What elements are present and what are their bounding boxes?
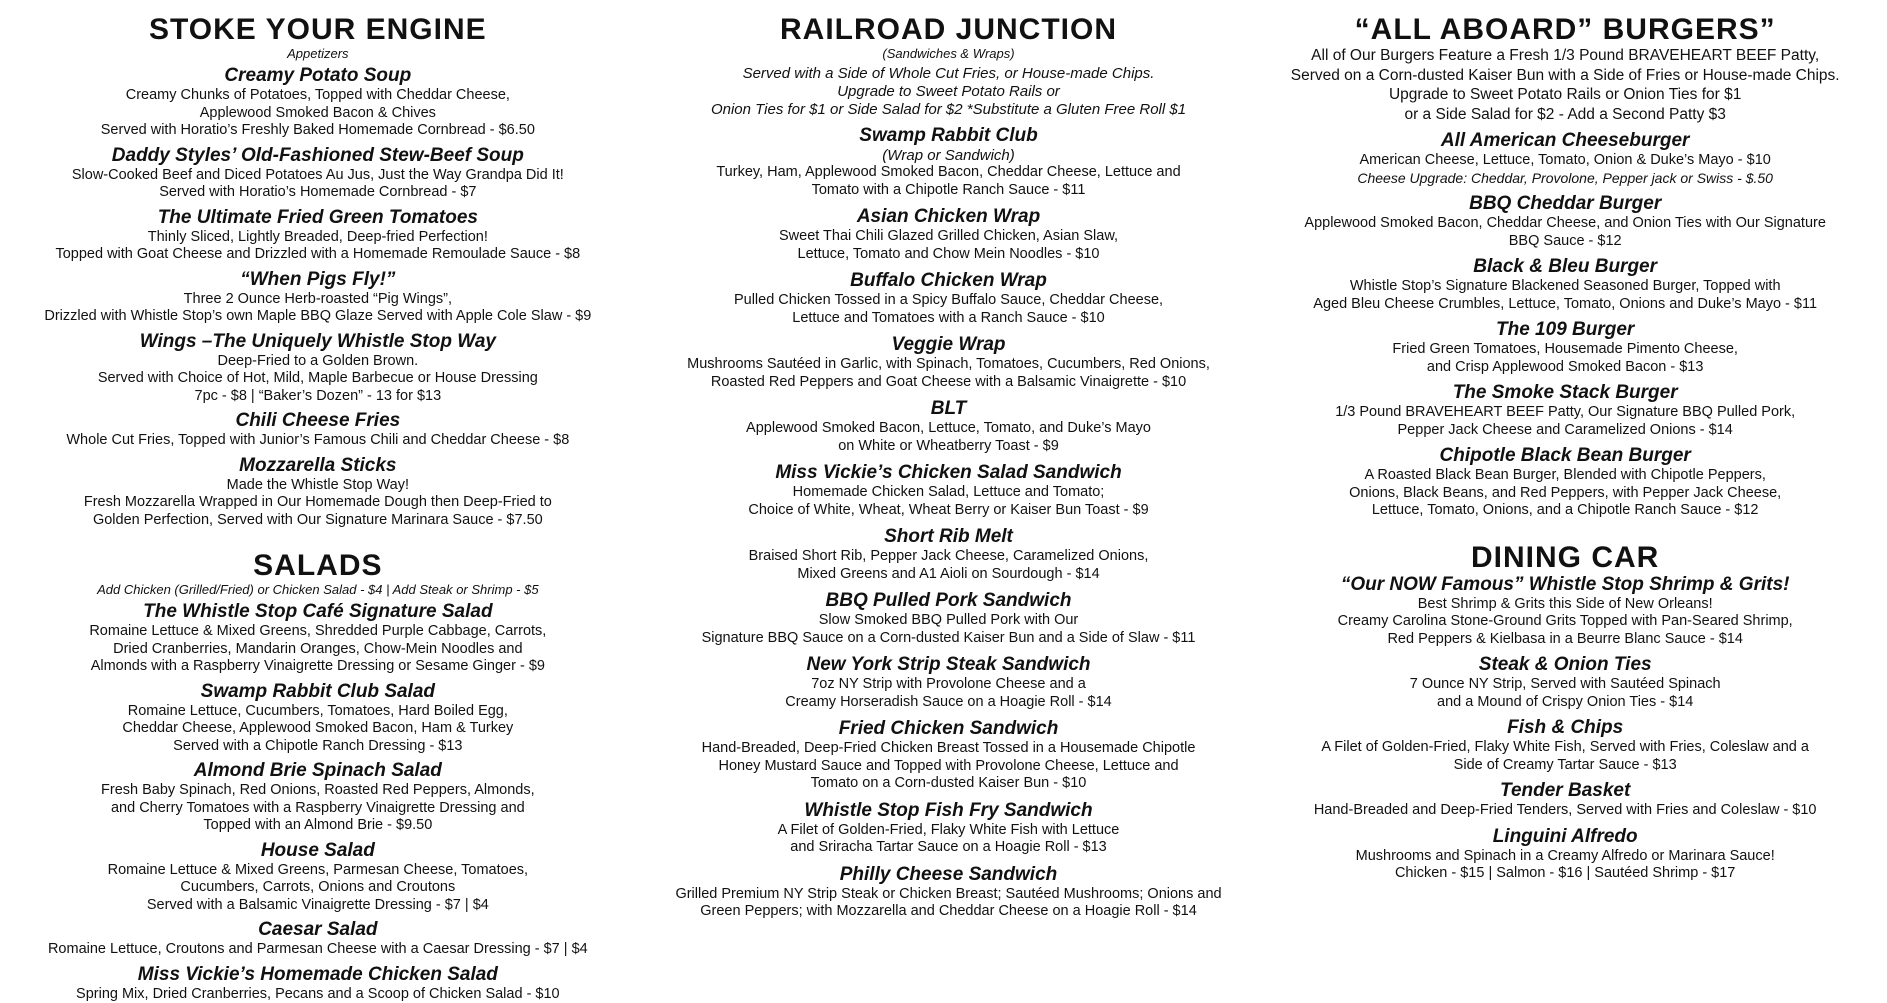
menu-item: [12, 207, 624, 264]
section-subtitle: Appetizers: [12, 46, 624, 61]
menu-item: [644, 334, 1254, 391]
menu-item: [1255, 826, 1875, 883]
menu-item-description: [12, 862, 624, 915]
menu-item-description-line: 7pc - $8 | “Baker’s Dozen” - 13 for $13: [12, 388, 624, 406]
menu-item-name: Swamp Rabbit Club: [644, 125, 1254, 147]
section-intro-line: Onion Ties for $1 or Side Salad for $2 *Substitute a Gluten Free Roll $1: [644, 101, 1254, 119]
menu-item-description-line: 7oz NY Strip with Provolone Cheese and a: [644, 676, 1254, 694]
menu-item-description-line: A Roasted Black Bean Burger, Blended with Chipotle Peppers,: [1255, 467, 1875, 485]
menu-item-subtitle: (Wrap or Sandwich): [644, 147, 1254, 164]
section-subtitle: (Sandwiches & Wraps): [644, 46, 1254, 61]
menu-item-description: [1255, 278, 1875, 313]
menu-item-description-line: Deep-Fried to a Golden Brown.: [12, 353, 624, 371]
menu-item-description: [644, 484, 1254, 519]
menu-item-description-line: A Filet of Golden-Fried, Flaky White Fish, Served with Fries, Coleslaw and a: [1255, 739, 1875, 757]
menu-item-description-line: Almonds with a Raspberry Vinaigrette Dressing or Sesame Ginger - $9: [12, 658, 624, 676]
menu-item-description-line: Whistle Stop’s Signature Blackened Seasoned Burger, Topped with: [1255, 278, 1875, 296]
menu-item-description-line: Tomato with a Chipotle Ranch Sauce - $11: [644, 182, 1254, 200]
menu-item-name: Creamy Potato Soup: [12, 65, 624, 87]
menu-item: [1255, 654, 1875, 711]
section-gap: [1255, 526, 1875, 542]
menu-item-description: [644, 356, 1254, 391]
menu-column: [12, 14, 624, 982]
menu-item: [12, 760, 624, 835]
menu-item-description-line: Hand-Breaded, Deep-Fried Chicken Breast Tossed in a Housemade Chipotle: [644, 740, 1254, 758]
menu-item-name: Caesar Salad: [12, 919, 624, 941]
section-intro-line: Served with a Side of Whole Cut Fries, or House-made Chips.: [644, 65, 1254, 83]
menu-item-description-line: Thinly Sliced, Lightly Breaded, Deep-fried Perfection!: [12, 229, 624, 247]
menu-item-description-line: Braised Short Rib, Pepper Jack Cheese, Caramelized Onions,: [644, 548, 1254, 566]
menu-item-name: Philly Cheese Sandwich: [644, 864, 1254, 886]
menu-item-description: [644, 740, 1254, 793]
menu-item: [644, 800, 1254, 857]
menu-item: [644, 654, 1254, 711]
menu-item-description-line: Romaine Lettuce & Mixed Greens, Parmesan Cheese, Tomatoes,: [12, 862, 624, 880]
section-title: “ALL ABOARD” BURGERS”: [1255, 14, 1875, 46]
menu-item: [12, 964, 624, 1003]
section-title: STOKE YOUR ENGINE: [12, 14, 624, 46]
menu-item-description-line: Topped with Goat Cheese and Drizzled with a Homemade Remoulade Sauce - $8: [12, 246, 624, 264]
menu-item-description-line: Slow-Cooked Beef and Diced Potatoes Au Jus, Just the Way Grandpa Did It!: [12, 167, 624, 185]
menu-item-description-line: Applewood Smoked Bacon & Chives: [12, 105, 624, 123]
menu-item-description-line: A Filet of Golden-Fried, Flaky White Fish with Lettuce: [644, 822, 1254, 840]
menu-item-name: BLT: [644, 398, 1254, 420]
menu-item: [12, 65, 624, 140]
menu-item-description: [12, 986, 624, 1003]
menu-item-description-line: Made the Whistle Stop Way!: [12, 477, 624, 495]
menu-item-name: The 109 Burger: [1255, 319, 1875, 341]
menu-item: [12, 410, 624, 450]
menu-item-description-line: Honey Mustard Sauce and Topped with Provolone Cheese, Lettuce and: [644, 758, 1254, 776]
menu-item-description-line: Romaine Lettuce, Croutons and Parmesan Cheese with a Caesar Dressing - $7 | $4: [12, 941, 624, 959]
menu-item-description-line: Best Shrimp & Grits this Side of New Orleans!: [1255, 596, 1875, 614]
menu-item-name: Chipotle Black Bean Burger: [1255, 445, 1875, 467]
menu-item-description-line: 7 Ounce NY Strip, Served with Sautéed Spinach: [1255, 676, 1875, 694]
menu-item-description: [1255, 802, 1875, 820]
menu-item-description: [1255, 215, 1875, 250]
menu-item-name: Steak & Onion Ties: [1255, 654, 1875, 676]
menu-item-description-line: Fresh Mozzarella Wrapped in Our Homemade Dough then Deep-Fried to: [12, 494, 624, 512]
menu-item-name: Asian Chicken Wrap: [644, 206, 1254, 228]
menu-item: [644, 206, 1254, 263]
menu-item-name: Fried Chicken Sandwich: [644, 718, 1254, 740]
menu-item: [644, 125, 1254, 199]
menu-item-description-line: and Cherry Tomatoes with a Raspberry Vinaigrette Dressing and: [12, 800, 624, 818]
menu-item-description-line: Whole Cut Fries, Topped with Junior’s Famous Chili and Cheddar Cheese - $8: [12, 432, 624, 450]
menu-item-name: House Salad: [12, 840, 624, 862]
menu-item-description: [644, 228, 1254, 263]
menu-section: [1255, 542, 1875, 883]
menu-item-description-line: Grilled Premium NY Strip Steak or Chicken Breast; Sautéed Mushrooms; Onions and: [644, 886, 1254, 904]
menu-item-description-line: Cucumbers, Carrots, Onions and Croutons: [12, 879, 624, 897]
menu-item-description: [644, 886, 1254, 921]
menu-item-description-line: Served with Horatio’s Homemade Cornbread - $7: [12, 184, 624, 202]
menu-item-description: [644, 676, 1254, 711]
menu-item-name: Daddy Styles’ Old-Fashioned Stew-Beef Soup: [12, 145, 624, 167]
menu-item: [12, 145, 624, 202]
menu-item-description-line: Choice of White, Wheat, Wheat Berry or Kaiser Bun Toast - $9: [644, 502, 1254, 520]
menu-item-description-line: Homemade Chicken Salad, Lettuce and Tomato;: [644, 484, 1254, 502]
menu-item-description-line: Drizzled with Whistle Stop’s own Maple BBQ Glaze Served with Apple Cole Slaw - $9: [12, 308, 624, 326]
menu-item-name: Wings –The Uniquely Whistle Stop Way: [12, 331, 624, 353]
menu-item-description-line: Golden Perfection, Served with Our Signature Marinara Sauce - $7.50: [12, 512, 624, 530]
menu-item-name: Mozzarella Sticks: [12, 455, 624, 477]
menu-item-name: The Whistle Stop Café Signature Salad: [12, 601, 624, 623]
menu-item-description-line: Turkey, Ham, Applewood Smoked Bacon, Cheddar Cheese, Lettuce and: [644, 164, 1254, 182]
menu-item-description-line: 1/3 Pound BRAVEHEART BEEF Patty, Our Signature BBQ Pulled Pork,: [1255, 404, 1875, 422]
menu-item: [12, 331, 624, 406]
menu-item-description: [12, 291, 624, 326]
menu-item-description: [644, 164, 1254, 199]
menu-item-description: [1255, 152, 1875, 187]
menu-item-description: [644, 548, 1254, 583]
menu-item-description-line: Slow Smoked BBQ Pulled Pork with Our: [644, 612, 1254, 630]
menu-item-description-line: Served with Horatio’s Freshly Baked Homemade Cornbread - $6.50: [12, 122, 624, 140]
menu-item-name: Miss Vickie’s Chicken Salad Sandwich: [644, 462, 1254, 484]
menu-item-description: [12, 941, 624, 959]
menu-item-description-line: Signature BBQ Sauce on a Corn-dusted Kaiser Bun and a Side of Slaw - $11: [644, 630, 1254, 648]
menu-section: [644, 14, 1254, 921]
menu-item-description-line: Pepper Jack Cheese and Caramelized Onions - $14: [1255, 422, 1875, 440]
menu-column: [1255, 14, 1875, 982]
menu-item-description: [12, 353, 624, 406]
menu-item: [12, 601, 624, 676]
menu-item: [1255, 780, 1875, 820]
menu-item-description-line: Three 2 Ounce Herb-roasted “Pig Wings”,: [12, 291, 624, 309]
section-title: RAILROAD JUNCTION: [644, 14, 1254, 46]
menu-item-name: Linguini Alfredo: [1255, 826, 1875, 848]
menu-section: [12, 550, 624, 1003]
menu-item-name: Black & Bleu Burger: [1255, 256, 1875, 278]
menu-item-name: Fish & Chips: [1255, 717, 1875, 739]
menu-item-description-line: Sweet Thai Chili Glazed Grilled Chicken, Asian Slaw,: [644, 228, 1254, 246]
menu-item-name: Swamp Rabbit Club Salad: [12, 681, 624, 703]
menu-item-description-line: Green Peppers; with Mozzarella and Cheddar Cheese on a Hoagie Roll - $14: [644, 903, 1254, 921]
menu-item-description-line: Lettuce and Tomatoes with a Ranch Sauce - $10: [644, 310, 1254, 328]
menu-item-description: [644, 612, 1254, 647]
menu-item-description: [1255, 676, 1875, 711]
menu-item-description: [1255, 739, 1875, 774]
menu-item-description: [12, 87, 624, 140]
section-intro: [644, 65, 1254, 119]
section-intro-line: Served on a Corn-dusted Kaiser Bun with a Side of Fries or House-made Chips.: [1255, 66, 1875, 86]
menu-item-description: [644, 822, 1254, 857]
menu-item-name: Tender Basket: [1255, 780, 1875, 802]
menu-item: [12, 840, 624, 915]
menu-item-description: [1255, 404, 1875, 439]
menu-item-name: “Our NOW Famous” Whistle Stop Shrimp & Grits!: [1255, 574, 1875, 596]
menu-item: [644, 718, 1254, 793]
menu-item-description-line: Served with a Balsamic Vinaigrette Dressing - $7 | $4: [12, 897, 624, 915]
menu-item-name: Almond Brie Spinach Salad: [12, 760, 624, 782]
menu-item-description-line: and Crisp Applewood Smoked Bacon - $13: [1255, 359, 1875, 377]
menu-item: [644, 270, 1254, 327]
menu-item-description-line: Spring Mix, Dried Cranberries, Pecans and a Scoop of Chicken Salad - $10: [12, 986, 624, 1003]
menu-item: [644, 462, 1254, 519]
menu-item-name: Miss Vickie’s Homemade Chicken Salad: [12, 964, 624, 986]
menu-item-description: [1255, 596, 1875, 649]
menu-item-description-line: Cheese Upgrade: Cheddar, Provolone, Pepper jack or Swiss - $.50: [1255, 170, 1875, 188]
menu-item-description-line: Aged Bleu Cheese Crumbles, Lettuce, Tomato, Onions and Duke’s Mayo - $11: [1255, 296, 1875, 314]
menu-item-name: Buffalo Chicken Wrap: [644, 270, 1254, 292]
menu-item-description-line: and Sriracha Tartar Sauce on a Hoagie Roll - $13: [644, 839, 1254, 857]
menu-item-description-line: Red Peppers & Kielbasa in a Beurre Blanc Sauce - $14: [1255, 631, 1875, 649]
menu-item-description-line: Mushrooms and Spinach in a Creamy Alfredo or Marinara Sauce!: [1255, 848, 1875, 866]
menu-item-description-line: Lettuce, Tomato and Chow Mein Noodles - $10: [644, 246, 1254, 264]
menu-item-name: The Ultimate Fried Green Tomatoes: [12, 207, 624, 229]
menu-item: [12, 455, 624, 530]
menu-item-name: New York Strip Steak Sandwich: [644, 654, 1254, 676]
menu-item-description: [1255, 341, 1875, 376]
menu-item: [1255, 717, 1875, 774]
section-intro: [1255, 46, 1875, 124]
menu-section: [12, 14, 624, 529]
menu-item-name: The Smoke Stack Burger: [1255, 382, 1875, 404]
menu-item-description-line: Fresh Baby Spinach, Red Onions, Roasted Red Peppers, Almonds,: [12, 782, 624, 800]
menu-item-description-line: Mushrooms Sautéed in Garlic, with Spinach, Tomatoes, Cucumbers, Red Onions,: [644, 356, 1254, 374]
menu-item-description-line: and a Mound of Crispy Onion Ties - $14: [1255, 694, 1875, 712]
menu-item-description: [12, 623, 624, 676]
menu-item-description: [1255, 467, 1875, 520]
menu-item-description-line: Onions, Black Beans, and Red Peppers, with Pepper Jack Cheese,: [1255, 485, 1875, 503]
menu-item-description-line: Lettuce, Tomato, Onions, and a Chipotle Ranch Sauce - $12: [1255, 502, 1875, 520]
menu-item: [1255, 256, 1875, 313]
menu-item-description: [12, 703, 624, 756]
menu-item-description: [12, 477, 624, 530]
menu-item-description-line: Hand-Breaded and Deep-Fried Tenders, Served with Fries and Coleslaw - $10: [1255, 802, 1875, 820]
menu-item-name: BBQ Pulled Pork Sandwich: [644, 590, 1254, 612]
menu-item-name: “When Pigs Fly!”: [12, 269, 624, 291]
menu-item-description: [12, 167, 624, 202]
menu-item-description: [644, 292, 1254, 327]
menu-item-name: Short Rib Melt: [644, 526, 1254, 548]
menu-item-description-line: Chicken - $15 | Salmon - $16 | Sautéed Shrimp - $17: [1255, 865, 1875, 883]
section-intro-line: Upgrade to Sweet Potato Rails or Onion Ties for $1: [1255, 85, 1875, 105]
menu-item-description-line: Creamy Horseradish Sauce on a Hoagie Roll - $14: [644, 694, 1254, 712]
menu-item: [1255, 130, 1875, 187]
menu-item-description-line: Served with a Chipotle Ranch Dressing - $13: [12, 738, 624, 756]
menu-item: [1255, 574, 1875, 649]
menu-item: [12, 269, 624, 326]
menu-item-description-line: Applewood Smoked Bacon, Lettuce, Tomato, and Duke’s Mayo: [644, 420, 1254, 438]
menu-item-description: [644, 420, 1254, 455]
menu-item-description-line: Tomato on a Corn-dusted Kaiser Bun - $10: [644, 775, 1254, 793]
menu-item-description-line: BBQ Sauce - $12: [1255, 233, 1875, 251]
menu-item-name: All American Cheeseburger: [1255, 130, 1875, 152]
menu-item-description: [12, 432, 624, 450]
menu-section: [1255, 14, 1875, 520]
menu-item-name: Chili Cheese Fries: [12, 410, 624, 432]
section-subtitle: Add Chicken (Grilled/Fried) or Chicken Salad - $4 | Add Steak or Shrimp - $5: [12, 582, 624, 597]
menu-item: [12, 681, 624, 756]
menu-item-description-line: Side of Creamy Tartar Sauce - $13: [1255, 757, 1875, 775]
menu-item: [644, 590, 1254, 647]
menu-column: [644, 14, 1254, 982]
section-gap: [12, 534, 624, 550]
menu-item: [1255, 193, 1875, 250]
menu-item-description-line: Pulled Chicken Tossed in a Spicy Buffalo Sauce, Cheddar Cheese,: [644, 292, 1254, 310]
menu-item-description-line: Cheddar Cheese, Applewood Smoked Bacon, Ham & Turkey: [12, 720, 624, 738]
menu-item-description-line: Roasted Red Peppers and Goat Cheese with a Balsamic Vinaigrette - $10: [644, 374, 1254, 392]
menu-item-description-line: Mixed Greens and A1 Aioli on Sourdough - $14: [644, 566, 1254, 584]
section-intro-line: Upgrade to Sweet Potato Rails or: [644, 83, 1254, 101]
menu-item-description-line: Romaine Lettuce & Mixed Greens, Shredded Purple Cabbage, Carrots,: [12, 623, 624, 641]
menu-item: [12, 919, 624, 959]
section-intro-line: All of Our Burgers Feature a Fresh 1/3 Pound BRAVEHEART BEEF Patty,: [1255, 46, 1875, 66]
menu-item: [644, 526, 1254, 583]
menu-item-description-line: Applewood Smoked Bacon, Cheddar Cheese, and Onion Ties with Our Signature: [1255, 215, 1875, 233]
menu-item-description: [12, 782, 624, 835]
menu-item: [1255, 319, 1875, 376]
menu-item-description-line: on White or Wheatberry Toast - $9: [644, 438, 1254, 456]
menu-item: [644, 864, 1254, 921]
menu-item-description: [12, 229, 624, 264]
menu-item-description-line: Fried Green Tomatoes, Housemade Pimento Cheese,: [1255, 341, 1875, 359]
section-title: SALADS: [12, 550, 624, 582]
menu-item-name: Veggie Wrap: [644, 334, 1254, 356]
menu-item-description-line: Topped with an Almond Brie - $9.50: [12, 817, 624, 835]
menu-item: [1255, 382, 1875, 439]
menu-item: [1255, 445, 1875, 520]
menu-item-name: BBQ Cheddar Burger: [1255, 193, 1875, 215]
menu-item-description-line: Romaine Lettuce, Cucumbers, Tomatoes, Hard Boiled Egg,: [12, 703, 624, 721]
menu-item-description-line: Served with Choice of Hot, Mild, Maple Barbecue or House Dressing: [12, 370, 624, 388]
menu-item-description-line: Creamy Carolina Stone-Ground Grits Topped with Pan-Seared Shrimp,: [1255, 613, 1875, 631]
menu-item-description: [1255, 848, 1875, 883]
section-title: DINING CAR: [1255, 542, 1875, 574]
menu-item: [644, 398, 1254, 455]
menu-item-description-line: American Cheese, Lettuce, Tomato, Onion & Duke’s Mayo - $10: [1255, 152, 1875, 170]
section-intro-line: or a Side Salad for $2 - Add a Second Patty $3: [1255, 105, 1875, 125]
menu-item-description-line: Creamy Chunks of Potatoes, Topped with Cheddar Cheese,: [12, 87, 624, 105]
menu-item-description-line: Dried Cranberries, Mandarin Oranges, Chow-Mein Noodles and: [12, 641, 624, 659]
menu-item-name: Whistle Stop Fish Fry Sandwich: [644, 800, 1254, 822]
